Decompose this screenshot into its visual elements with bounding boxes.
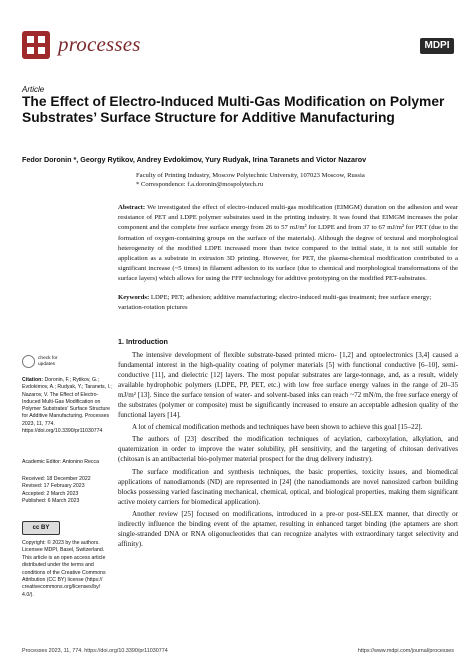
publication-dates xyxy=(22,476,112,505)
journal-name[interactable]: processes xyxy=(58,32,141,56)
body-paragraph: The authors of [23] described the modification techniques of acylation, carboxylation, alkylation, and quaternization in order to improve the water solubility, pH sensitivity, and the targeting of chitosan derivatives (chitosan is an antibacterial bio-polymer material prospect for the drug delivery industry). xyxy=(118,435,458,464)
author-list: Fedor Doronin *, Georgy Rytikov, Andrey Evdokimov, Yury Rudyak, Irina Taranets and Victor Nazarov xyxy=(22,155,367,164)
article-type-label: Article xyxy=(22,85,45,94)
body-paragraph: The surface modification and synthesis techniques, the basic properties, toxicity issues, and biomedical applications of nanodiamonds (ND) are represented in [24] (the nanodiamonds are novel nanosized carbon building blocks possessing varied fascinating mechanical, chemical, optical, and biological properties, making them significant active moiety carriers for biomedical application). xyxy=(118,467,458,506)
abstract-label: Abstract: xyxy=(118,204,146,211)
footer-citation[interactable]: Processes 2023, 11, 774. https://doi.org/10.3390/pr11030774 xyxy=(22,648,168,654)
body-paragraph: Another review [25] focused on modifications, introduced in a pre-or post-SELEX manner, that directly or indirectly influence the binding event of the aptamer, resulting in enhanced target binding (the aptamers are short single-stranded DNA or RNA oligonucleotides that can recognize analytes with extraordinary target selectivity and affinity). xyxy=(118,509,458,548)
academic-editor: Academic Editor: Antonino Recca xyxy=(22,459,99,465)
published-date: Published: 6 March 2023 xyxy=(22,497,80,504)
keywords-text: LDPE; PET; adhesion; additive manufacturing; electro-induced multi-gas treatment; free surface energy; variation-rotation pictures xyxy=(118,294,432,312)
check-for-updates-badge[interactable] xyxy=(22,355,68,370)
page-footer xyxy=(22,648,454,654)
received-date: Received: 18 December 2022 xyxy=(22,476,91,482)
article-title: The Effect of Electro-Induced Multi-Gas Modification on Polymer Substrates’ Surface Structure for Additive Manufacturing xyxy=(22,94,445,125)
body-paragraph: A lot of chemical modification methods and techniques have been shown to achieve this goal [15–22]. xyxy=(132,423,423,432)
affiliation: Faculty of Printing Industry, Moscow Polytechnic University, 107023 Moscow, Russia xyxy=(136,172,365,179)
mdpi-logo[interactable]: MDPI xyxy=(420,38,454,54)
citation xyxy=(22,377,112,435)
accepted-date: Accepted: 2 March 2023 xyxy=(22,490,79,497)
correspondence[interactable]: * Correspondence: f.a.doronin@mospolytech.ru xyxy=(136,181,264,188)
keywords xyxy=(118,293,458,313)
footer-journal-link[interactable]: https://www.mdpi.com/journal/processes xyxy=(357,648,454,654)
keywords-label: Keywords: xyxy=(118,294,150,301)
check-updates-icon xyxy=(22,355,35,368)
citation-text[interactable]: Doronin, F.; Rytikov, G.; Evdokimov, A.; Rudyak, Y.; Taranets, I.; Nazarov, V. The Effect of Electro-Induced Multi-Gas Modification on Polymer Substrates’ Surface Structure for Additive Manufacturing. Processes 2023, 11, 774. https://doi.org/10.3390/pr11030774 xyxy=(22,377,112,435)
abstract xyxy=(118,203,458,285)
abstract-text: We investigated the effect of electro-induced multi-gas modification (EIMGM) duration on the adhesion and wear resistance of PET and LDPE polymer substrates used in the printing industry. It was found that EIMGM increases the polar component and the complete free surface energy from 26 to 57 mJ/m² for LDPE and from 37 to 67 mJ/m² for PET (due to the formation of oxygen-containing groups on the surface of the materials). Although the degree of textural and morphological heterogeneity of the modified LDPE increased more than twice compared to the initial state, it is not still suitable for application as a substrate in extrusion 3D printing. However, for PET, the plasma-chemical modification contributed to a significant increase (~5 times) in filament adhesion to its surface (due to chemical and morphological transformations of the surface layers) which allows for using the FFF technology for additive prototyping on the modified PET-substrates. xyxy=(118,204,458,283)
revised-date: Revised: 17 February 2023 xyxy=(22,483,85,490)
check-updates-label: check for updates xyxy=(38,356,58,367)
journal-header xyxy=(22,31,454,61)
processes-logo-icon xyxy=(22,31,50,59)
copyright-notice: Copyright: © 2023 by the authors. Licensee MDPI, Basel, Switzerland. This article is an open access article distributed under the terms and conditions of the Creative Commons Attribution (CC BY) license (https:// creativecommons.org/licenses/by/ 4.0/). xyxy=(22,540,106,598)
citation-label: Citation: xyxy=(22,377,44,383)
section-heading-introduction: 1. Introduction xyxy=(118,337,168,346)
body-text xyxy=(118,350,458,551)
body-paragraph: The intensive development of flexible substrate-based printed micro- [1,2] and optoelectronics [3,4] caused a fundamental interest in the high-quality coating of polymer materials [5] with functional conductive [6–10], semi-conductive [11], and dielectric [12] layers. The most popular substrates are large-tonnage, and, as a result, widely available hydrophobic polymers (LDPE, PP, PET, etc.) with low free surface energy values in the range of 20–35 mJ/m² [13]. Since the surface tension of water- and solvent-based inks can reach ~72 mN/m, the free surface energy of the substrates (polymer or composite) must be significantly increased to ensure an acceptable adhesion quality of the functional layers [14]. xyxy=(118,351,458,420)
cc-by-license-icon[interactable]: cc BY xyxy=(22,521,60,535)
